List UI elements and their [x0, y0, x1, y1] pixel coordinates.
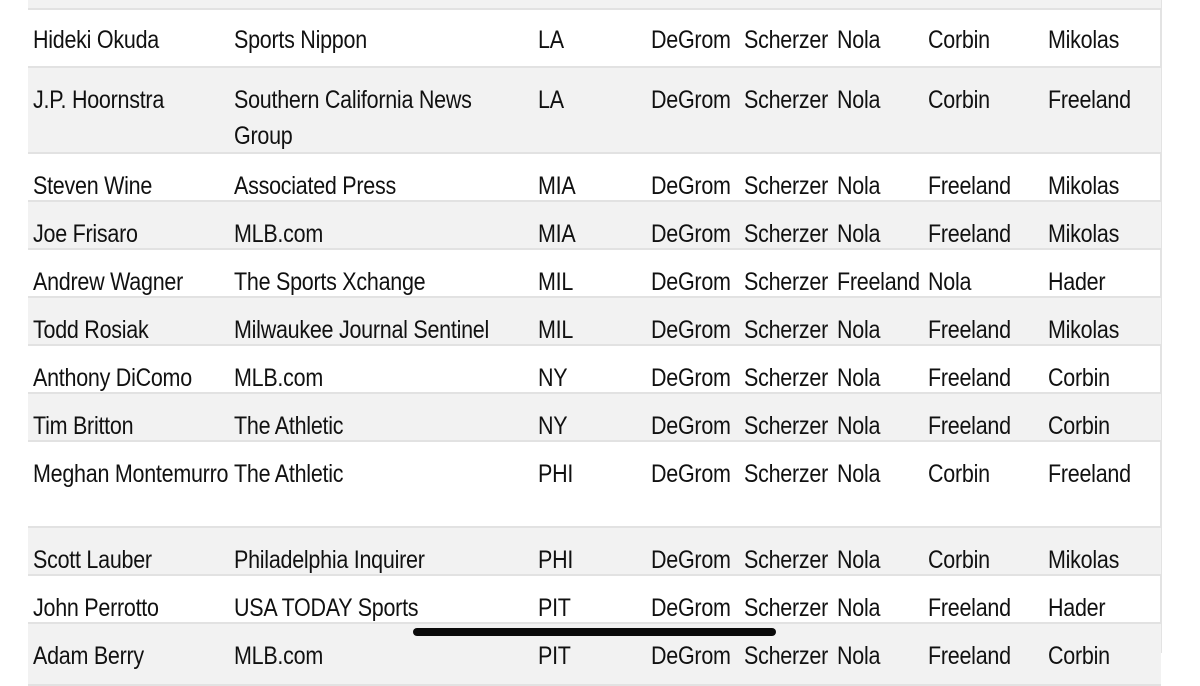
- first-place: DeGrom: [651, 546, 731, 574]
- voter-name: Tim Britton: [33, 412, 134, 440]
- table-row: [28, 298, 1161, 346]
- third-place: Nola: [837, 412, 881, 440]
- fourth-place: Corbin: [928, 86, 990, 114]
- third-place: Nola: [837, 86, 881, 114]
- team-code: MIA: [538, 172, 576, 200]
- fifth-place: Hader: [1048, 594, 1106, 622]
- fourth-place: Corbin: [928, 460, 990, 488]
- outlet-name: MLB.com: [234, 220, 323, 248]
- second-place: Scherzer: [744, 546, 828, 574]
- second-place: Scherzer: [744, 268, 828, 296]
- fourth-place: Freeland: [928, 594, 1011, 622]
- second-place: Scherzer: [744, 412, 828, 440]
- table-row: [28, 202, 1161, 250]
- outlet-name: Sports Nippon: [234, 26, 367, 54]
- outlet-name: Philadelphia Inquirer: [234, 546, 425, 574]
- voter-name: Scott Lauber: [33, 546, 152, 574]
- team-code: PIT: [538, 642, 571, 670]
- home-indicator[interactable]: [413, 628, 776, 636]
- fifth-place: Corbin: [1048, 364, 1110, 392]
- table-row: [28, 154, 1161, 202]
- fourth-place: Freeland: [928, 364, 1011, 392]
- voter-name: Steven Wine: [33, 172, 153, 200]
- fourth-place: Freeland: [928, 172, 1011, 200]
- third-place: Nola: [837, 594, 881, 622]
- voter-name: J.P. Hoornstra: [33, 86, 165, 114]
- fifth-place: Hader: [1048, 268, 1106, 296]
- fifth-place: Mikolas: [1048, 172, 1120, 200]
- second-place: Scherzer: [744, 642, 828, 670]
- team-code: LA: [538, 26, 564, 54]
- outlet-name: The Athletic: [234, 412, 344, 440]
- first-place: DeGrom: [651, 412, 731, 440]
- third-place: Freeland: [837, 268, 920, 296]
- fifth-place: Mikolas: [1048, 26, 1120, 54]
- third-place: Nola: [837, 316, 881, 344]
- fifth-place: Freeland: [1048, 460, 1131, 488]
- team-code: MIL: [538, 316, 574, 344]
- outlet-name: The Athletic: [234, 460, 344, 488]
- fifth-place: Mikolas: [1048, 546, 1120, 574]
- table-row: [28, 576, 1161, 624]
- first-place: DeGrom: [651, 172, 731, 200]
- voter-name: Todd Rosiak: [33, 316, 149, 344]
- third-place: Nola: [837, 546, 881, 574]
- third-place: Nola: [837, 172, 881, 200]
- team-code: PHI: [538, 546, 574, 574]
- first-place: DeGrom: [651, 642, 731, 670]
- team-code: LA: [538, 86, 564, 114]
- third-place: Nola: [837, 460, 881, 488]
- voter-name: Anthony DiComo: [33, 364, 192, 392]
- voter-name: Adam Berry: [33, 642, 144, 670]
- second-place: Scherzer: [744, 364, 828, 392]
- fourth-place: Freeland: [928, 642, 1011, 670]
- outlet-name: Associated Press: [234, 172, 396, 200]
- fifth-place: Corbin: [1048, 642, 1110, 670]
- fourth-place: Freeland: [928, 412, 1011, 440]
- fourth-place: Freeland: [928, 316, 1011, 344]
- second-place: Scherzer: [744, 86, 828, 114]
- table-row: [28, 8, 1161, 68]
- voter-name: Hideki Okuda: [33, 26, 159, 54]
- table-row: [28, 442, 1161, 528]
- third-place: Nola: [837, 642, 881, 670]
- first-place: DeGrom: [651, 86, 731, 114]
- fifth-place: Corbin: [1048, 412, 1110, 440]
- table-row: [28, 346, 1161, 394]
- voter-name: Meghan Montemurro: [33, 460, 229, 488]
- first-place: DeGrom: [651, 26, 731, 54]
- fifth-place: Mikolas: [1048, 316, 1120, 344]
- voter-name: Joe Frisaro: [33, 220, 138, 248]
- fourth-place: Corbin: [928, 546, 990, 574]
- first-place: DeGrom: [651, 594, 731, 622]
- team-code: NY: [538, 412, 568, 440]
- third-place: Nola: [837, 220, 881, 248]
- table-row: [28, 250, 1161, 298]
- first-place: DeGrom: [651, 220, 731, 248]
- second-place: Scherzer: [744, 220, 828, 248]
- fifth-place: Freeland: [1048, 86, 1131, 114]
- outlet-name: MLB.com: [234, 364, 323, 392]
- third-place: Nola: [837, 26, 881, 54]
- outlet-name: USA TODAY Sports: [234, 594, 419, 622]
- team-code: MIL: [538, 268, 574, 296]
- voter-name: Andrew Wagner: [33, 268, 184, 296]
- outlet-name: Southern California News Group: [234, 86, 472, 150]
- fifth-place: Mikolas: [1048, 220, 1120, 248]
- team-code: PIT: [538, 594, 571, 622]
- second-place: Scherzer: [744, 172, 828, 200]
- table-row: [28, 68, 1161, 154]
- team-code: MIA: [538, 220, 576, 248]
- fourth-place: Freeland: [928, 220, 1011, 248]
- table-row: [28, 528, 1161, 576]
- first-place: DeGrom: [651, 316, 731, 344]
- fourth-place: Nola: [928, 268, 972, 296]
- table-row: [28, 394, 1161, 442]
- team-code: PHI: [538, 460, 574, 488]
- team-code: NY: [538, 364, 568, 392]
- second-place: Scherzer: [744, 460, 828, 488]
- second-place: Scherzer: [744, 316, 828, 344]
- third-place: Nola: [837, 364, 881, 392]
- outlet-name: MLB.com: [234, 642, 323, 670]
- fourth-place: Corbin: [928, 26, 990, 54]
- voter-name: John Perrotto: [33, 594, 159, 622]
- outlet-name: Milwaukee Journal Sentinel: [234, 316, 490, 344]
- second-place: Scherzer: [744, 594, 828, 622]
- first-place: DeGrom: [651, 268, 731, 296]
- first-place: DeGrom: [651, 460, 731, 488]
- first-place: DeGrom: [651, 364, 731, 392]
- outlet-name: The Sports Xchange: [234, 268, 426, 296]
- second-place: Scherzer: [744, 26, 828, 54]
